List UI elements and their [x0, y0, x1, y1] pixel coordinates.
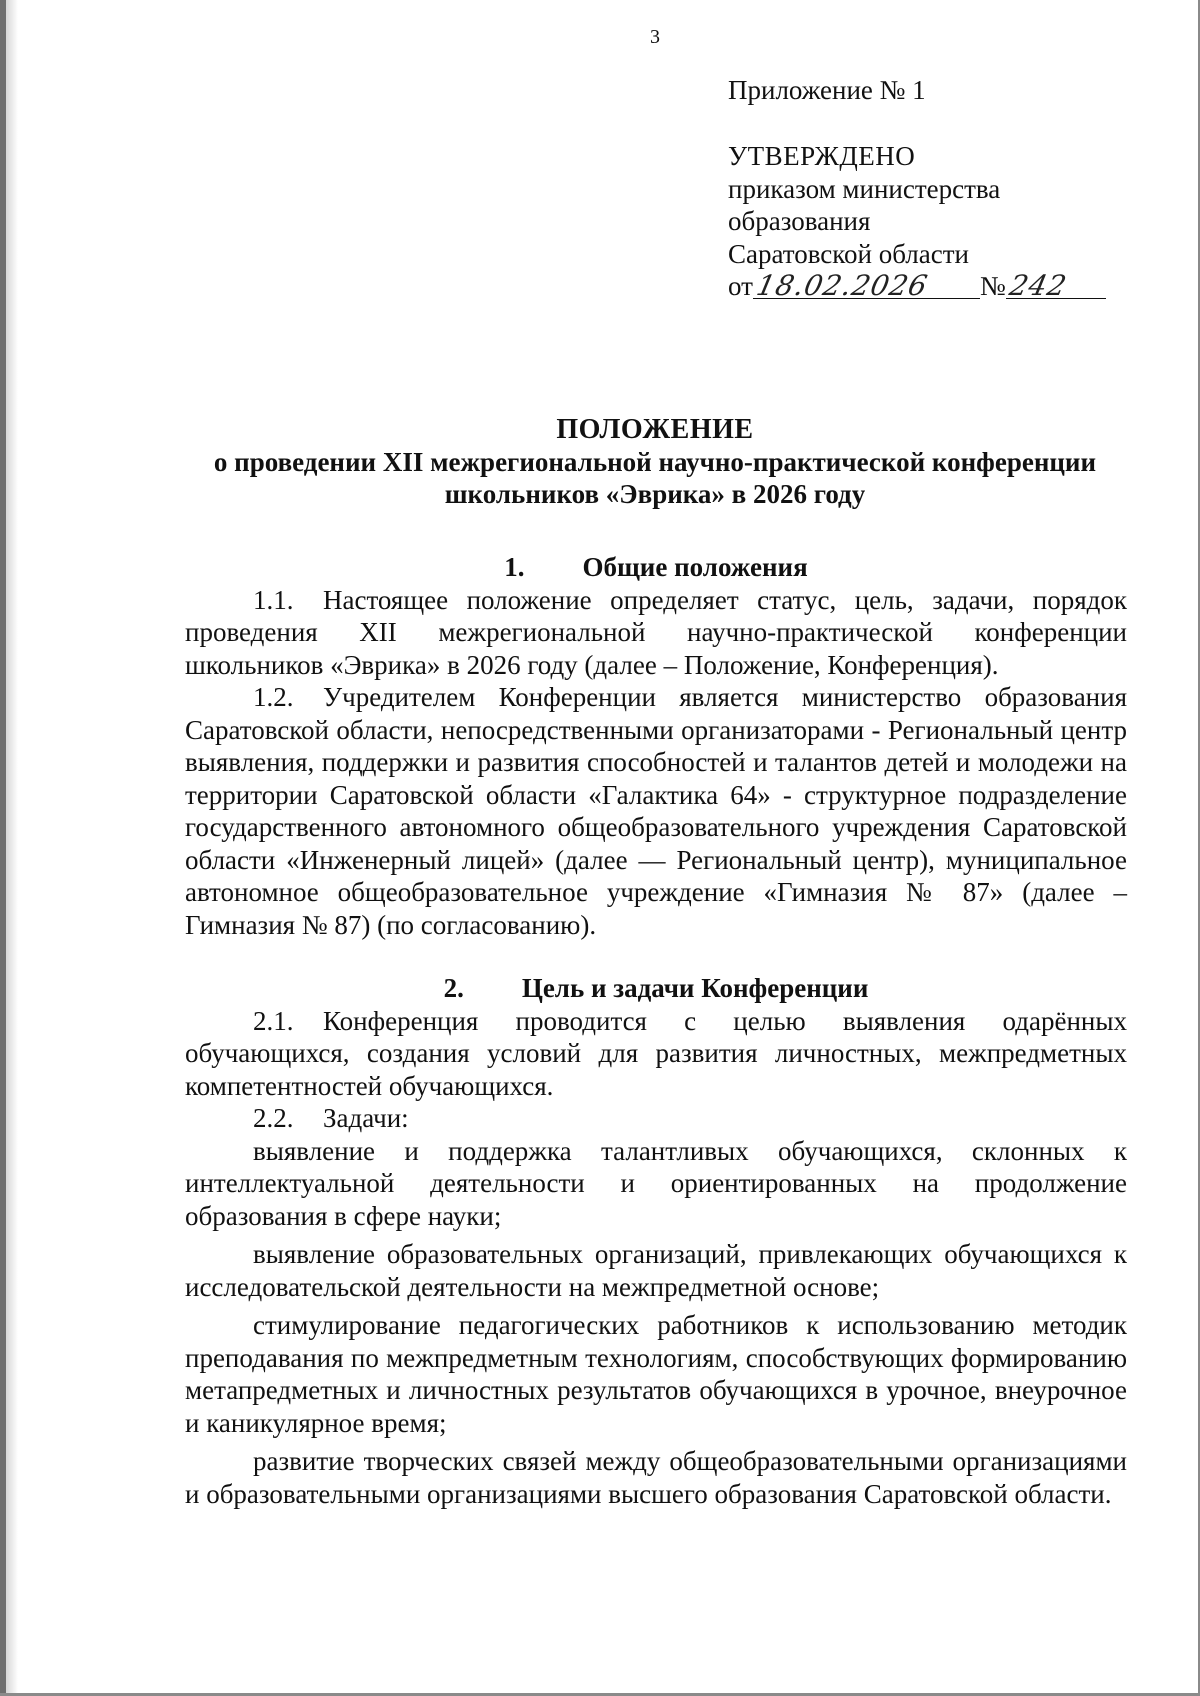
from-label: от — [728, 271, 753, 301]
section-number: 2. — [443, 973, 464, 1003]
section-title: Цель и задачи Конференции — [521, 973, 869, 1003]
document-title — [180, 414, 1130, 510]
paragraph — [185, 1005, 1127, 1103]
appendix-label: Приложение № 1 — [728, 75, 926, 105]
paragraph-text: Задачи: — [323, 1103, 409, 1133]
task-item: развитие творческих связей между общеобразовательными организациями и образовательными организациями высшего образования Саратовской области. — [185, 1446, 1127, 1509]
paragraph-number: 1.2. — [253, 682, 294, 712]
paragraph-number: 1.1. — [253, 584, 294, 615]
task-item: выявление и поддержка талантливых обучающихся, склонных к интеллектуальной деятельности и ориентированных на продолжение образования в сфере науки; — [185, 1135, 1127, 1231]
title-line: школьников «Эврика» в 2026 году — [444, 479, 866, 509]
number-field — [1006, 268, 1106, 302]
paragraph-text: Настоящее положение определяет статус, цель, задачи, порядок проведения XII межрегиональной научно-практической конференции школьников «Эврика» в 2026 году (далее – Положение, Конференция). — [185, 584, 1127, 680]
section-heading — [185, 972, 1127, 1005]
paragraph — [185, 1102, 1127, 1135]
task-item: стимулирование педагогических работников к использованию методик преподавания по межпредметным технологиям, способствующих формированию метапредметных и личностных результатов обучающихся в урочное, внеурочное и каникулярное время; — [185, 1310, 1127, 1438]
page-number: 3 — [650, 26, 660, 48]
approved-by-line: образования — [728, 206, 871, 236]
date-field — [753, 268, 980, 302]
paragraph-number: 2.2. — [253, 1103, 294, 1133]
paragraph — [185, 584, 1127, 682]
paragraph-number: 2.1. — [253, 1005, 294, 1036]
document-body — [185, 551, 1127, 1510]
paragraph — [185, 681, 1127, 941]
section-number: 1. — [504, 552, 525, 582]
approved-by-line: приказом министерства — [728, 173, 1001, 204]
title-line: о проведении XII межрегиональной научно-практической конференции — [213, 447, 1097, 477]
handwritten-date: 18.02.2026 — [753, 268, 931, 302]
approved-by-line: Саратовской области — [728, 238, 969, 269]
title-main: ПОЛОЖЕНИЕ — [556, 414, 754, 445]
order-date-number-line — [728, 270, 1106, 303]
approval-block — [728, 140, 1106, 303]
paragraph-text: Конференция проводится с целью выявления одарённых обучающихся, создания условий для развития личностных, межпредметных компетентностей обучающихся. — [185, 1005, 1127, 1101]
spacer — [185, 941, 1127, 972]
handwritten-number: 242 — [1006, 268, 1070, 302]
section-title: Общие положения — [582, 552, 808, 582]
task-item: выявление образовательных организаций, привлекающих обучающихся к исследовательской деятельности на межпредметной основе; — [185, 1239, 1127, 1302]
section-heading — [185, 551, 1127, 584]
paragraph-text: Учредителем Конференции является министерство образования Саратовской области, непосредственными организаторами - Региональный центр выявления, поддержки и развития способностей и талантов детей и молодежи на территории Саратовской области «Галактика 64» - структурное подразделение государственного автономного общеобразовательного учреждения Саратовской области «Инженерный лицей» (далее — Региональный центр), муниципальное автономное общеобразовательное учреждение «Гимназия № 87» (далее – Гимназия № 87) (по согласованию). — [185, 682, 1127, 940]
approved-label: УТВЕРЖДЕНО — [728, 141, 916, 171]
scan-shadow — [6, 0, 18, 1696]
number-label: № — [979, 271, 1006, 301]
